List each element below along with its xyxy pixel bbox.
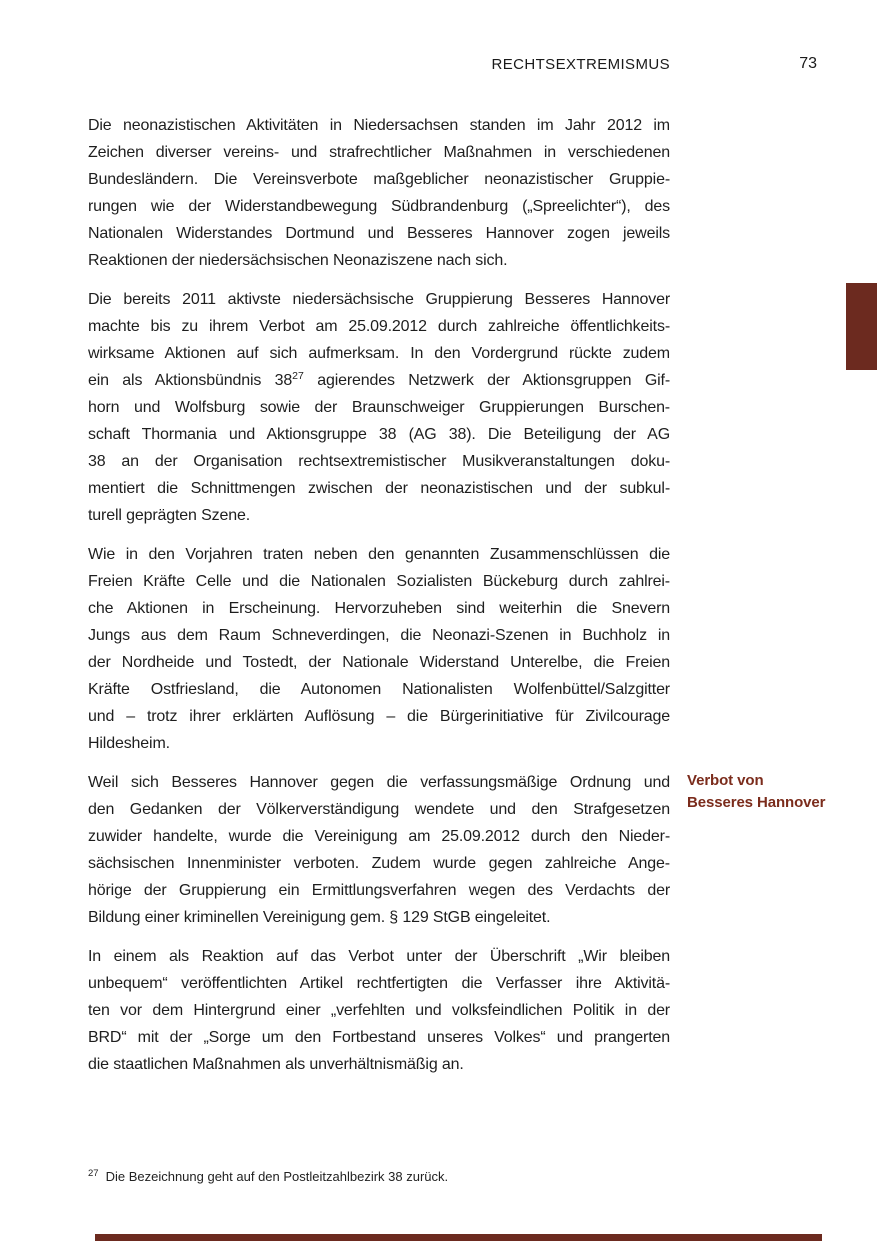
footnote	[88, 1168, 670, 1186]
footer-rule	[95, 1234, 822, 1241]
paragraph	[88, 769, 670, 931]
text-line: rungen wie der Widerstandbewegung Südbrandenburg („Spreelichter“), des	[88, 198, 670, 215]
body-text	[88, 112, 670, 1090]
text-line: machte bis zu ihrem Verbot am 25.09.2012 durch zahlreiche öffentlichkeits-	[88, 318, 670, 335]
paragraph	[88, 943, 670, 1078]
text-line: Hildesheim.	[88, 735, 170, 752]
text-line: den Gedanken der Völkerverständigung wendete und den Strafgesetzen	[88, 801, 670, 818]
text-line: horn und Wolfsburg sowie der Braunschweiger Gruppierungen Burschen-	[88, 399, 670, 416]
footnote-reference: 27	[292, 370, 304, 382]
footnote-text: Die Bezeichnung geht auf den Postleitzahlbezirk 38 zurück.	[105, 1169, 449, 1184]
text-line: ten vor dem Hintergrund einer „verfehlten und volksfeindlichen Politik in der	[88, 1002, 670, 1019]
text-line: In einem als Reaktion auf das Verbot unter der Überschrift „Wir bleiben	[88, 948, 670, 965]
text-line: hörige der Gruppierung ein Ermittlungsverfahren wegen des Verdachts der	[88, 882, 670, 899]
page-number: 73	[799, 55, 817, 72]
text-line: mentiert die Schnittmengen zwischen der neonazistischen und der subkul-	[88, 480, 670, 497]
text-line: der Nordheide und Tostedt, der Nationale Widerstand Unterelbe, die Freien	[88, 654, 670, 671]
text-line: wirksame Aktionen auf sich aufmerksam. In den Vordergrund rückte zudem	[88, 345, 670, 362]
text-line: unbequem“ veröffentlichten Artikel rechtfertigten die Verfasser ihre Aktivitä-	[88, 975, 670, 992]
text-line: Reaktionen der niedersächsischen Neonaziszene nach sich.	[88, 252, 508, 269]
text-line: BRD“ mit der „Sorge um den Fortbestand unseres Volkes“ und prangerten	[88, 1029, 670, 1046]
text-line: Weil sich Besseres Hannover gegen die verfassungsmäßige Ordnung und	[88, 774, 670, 791]
text-line: Bundesländern. Die Vereinsverbote maßgeblicher neonazistischer Gruppie-	[88, 171, 670, 188]
text-line: che Aktionen in Erscheinung. Hervorzuheben sind weiterhin die Snevern	[88, 600, 670, 617]
text-line: Wie in den Vorjahren traten neben den genannten Zusammenschlüssen die	[88, 546, 670, 563]
text-line: Freien Kräfte Celle und die Nationalen Sozialisten Bückeburg durch zahlrei-	[88, 573, 670, 590]
text-line: 38 an der Organisation rechtsextremistischer Musikveranstaltungen doku-	[88, 453, 670, 470]
text-line: turell geprägten Szene.	[88, 507, 250, 524]
text-line: Jungs aus dem Raum Schneverdingen, die Neonazi-Szenen in Buchholz in	[88, 627, 670, 644]
text-line: schaft Thormania und Aktionsgruppe 38 (AG 38). Die Beteiligung der AG	[88, 426, 670, 443]
text-line: sächsischen Innenminister verboten. Zudem wurde gegen zahlreiche Ange-	[88, 855, 670, 872]
paragraph	[88, 286, 670, 529]
margin-note-line: Verbot von	[687, 772, 764, 789]
text-line: Nationalen Widerstandes Dortmund und Besseres Hannover zogen jeweils	[88, 225, 670, 242]
chapter-edge-tab	[846, 283, 877, 370]
text-line: Die neonazistischen Aktivitäten in Niedersachsen standen im Jahr 2012 im	[88, 117, 670, 134]
text-line: Bildung einer kriminellen Vereinigung gem. § 129 StGB eingeleitet.	[88, 909, 551, 926]
text-line: Die bereits 2011 aktivste niedersächsische Gruppierung Besseres Hannover	[88, 291, 670, 308]
text-line: Zeichen diverser vereins- und strafrechtlicher Maßnahmen in verschiedenen	[88, 144, 670, 161]
paragraph	[88, 541, 670, 757]
paragraph	[88, 112, 670, 274]
text-line: die staatlichen Maßnahmen als unverhältnismäßig an.	[88, 1056, 464, 1073]
text-line: und – trotz ihrer erklärten Auflösung – die Bürgerinitiative für Zivilcourage	[88, 708, 670, 725]
margin-note	[687, 770, 857, 814]
running-header: RECHTSEXTREMISMUS	[491, 56, 670, 73]
text-line: Kräfte Ostfriesland, die Autonomen Nationalisten Wolfenbüttel/Salzgitter	[88, 681, 670, 698]
footnote-marker: 27	[88, 1168, 99, 1179]
margin-note-line: Besseres Hannover	[687, 794, 826, 811]
text-line: ein als Aktionsbündnis $38^{27}$ agierendes Netzwerk der Aktionsgruppen Gif-	[88, 370, 670, 389]
text-line: zuwider handelte, wurde die Vereinigung am 25.09.2012 durch den Nieder-	[88, 828, 670, 845]
